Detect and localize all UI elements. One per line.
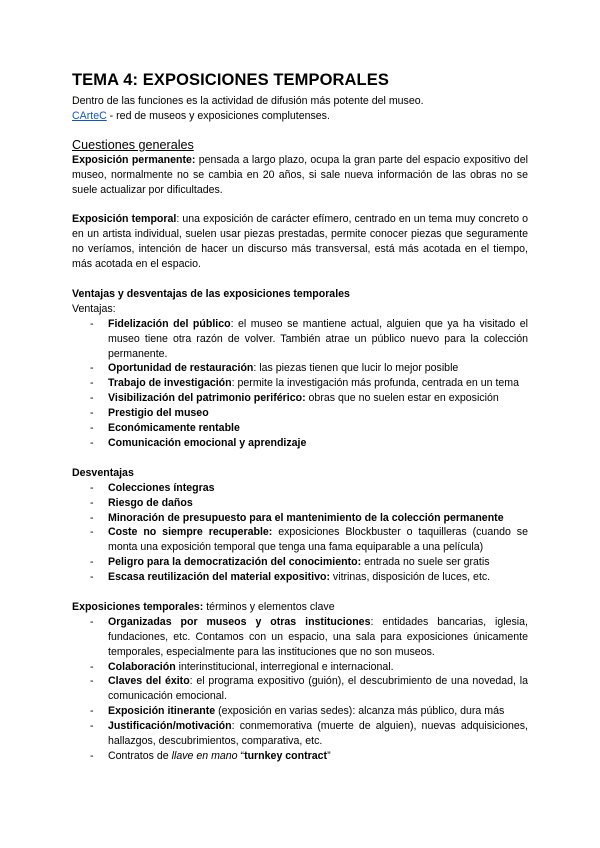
list-item-term: Visibilización del patrimonio periférico: — [108, 392, 306, 405]
document-page — [72, 70, 528, 764]
section-heading-cuestiones: Cuestiones generales — [72, 137, 194, 152]
list-item — [72, 511, 528, 526]
terminos-heading-rest: términos y elementos clave — [203, 600, 335, 613]
list-item — [72, 317, 528, 362]
list-item-term: Exposición itinerante — [108, 705, 216, 718]
list-item-term: Organizadas por museos y otras instituciones — [108, 615, 371, 628]
dash-marker: - — [90, 615, 94, 628]
list-item-term: Oportunidad de restauración — [108, 362, 254, 375]
definition-temporal: : una exposición de carácter efímero, centrado en un tema muy concreto o en un artista individual, suelen usar piezas prestadas, permite conocer piezas que seguramente no veríamos, intención de hacer un discurso más transversal, está más acotada en el tiempo, más acotada en el espacio. — [72, 213, 528, 271]
list-item-text: : conmemorativa (muerte de alguien), nuevas adquisiciones, hallazgos, descubrimientos, comparativa, etc. — [108, 720, 528, 748]
list-item — [72, 719, 528, 749]
list-item-text: (exposición en varias sedes): alcanza más público, dura más — [215, 705, 505, 718]
ventajas-list — [72, 317, 528, 451]
contratos-quote-open: “ — [237, 750, 245, 762]
list-item — [72, 525, 528, 555]
dash-marker: - — [90, 660, 94, 673]
list-item — [72, 361, 528, 376]
intro-line: Dentro de las funciones es la actividad de difusión más potente del museo. — [72, 95, 424, 107]
dash-marker: - — [90, 720, 94, 733]
list-item — [72, 406, 528, 421]
list-item-term: Minoración de presupuesto para el mantenimiento de la colección permanente — [108, 511, 504, 524]
dash-marker: - — [90, 392, 94, 405]
list-item — [72, 704, 528, 719]
list-item-term: Riesgo de daños — [108, 496, 193, 509]
list-item — [72, 496, 528, 511]
ventajas-label: Ventajas: — [72, 302, 116, 315]
dash-marker: - — [90, 481, 94, 494]
list-item — [72, 555, 528, 570]
dash-marker: - — [90, 362, 94, 375]
section-heading-ventajas-desventajas: Ventajas y desventajas de las exposiciones temporales — [72, 287, 350, 300]
carctec-link[interactable]: CArteC — [72, 109, 107, 122]
list-item — [72, 570, 528, 585]
term-temporal: Exposición temporal — [72, 213, 177, 226]
dash-marker: - — [90, 750, 94, 762]
terminos-list — [72, 615, 528, 749]
list-item-term: Coste no siempre recuperable: — [108, 526, 273, 539]
list-item-text: : las piezas tienen que lucir lo mejor posible — [253, 362, 459, 375]
dash-marker: - — [90, 526, 94, 539]
list-item-term: Claves del éxito — [108, 675, 190, 688]
list-item-term: Económicamente rentable — [108, 422, 240, 435]
terminos-heading-bold: Exposiciones temporales: — [72, 600, 204, 613]
dash-marker: - — [90, 496, 94, 509]
list-item — [72, 481, 528, 496]
dash-marker: - — [90, 556, 94, 569]
paragraph-exposicion-permanente — [72, 153, 528, 198]
list-item — [72, 436, 528, 451]
section-heading-terminos — [72, 600, 528, 615]
term-permanente: Exposición permanente: — [72, 153, 196, 166]
intro-link-line — [72, 109, 528, 124]
list-item — [72, 421, 528, 436]
list-item-text: vitrinas, disposición de luces, etc. — [329, 571, 491, 584]
dash-marker: - — [90, 571, 94, 584]
contratos-italic: llave en mano — [171, 750, 238, 762]
contratos-quote-close: ” — [327, 750, 331, 762]
list-item-text: interinstitucional, interregional e internacional. — [175, 660, 394, 673]
desventajas-label: Desventajas — [72, 466, 134, 479]
list-item-term: Fidelización del público — [108, 317, 231, 330]
list-item-term: Trabajo de investigación — [108, 377, 232, 390]
dash-marker: - — [90, 407, 94, 420]
dash-marker: - — [90, 377, 94, 390]
list-item-term: Escasa reutilización del material expositivo: — [108, 571, 330, 584]
list-item — [72, 376, 528, 391]
list-item-term: Peligro para la democratización del conocimiento: — [108, 556, 362, 569]
dash-marker: - — [90, 317, 94, 330]
desventajas-list — [72, 481, 528, 585]
list-item — [72, 660, 528, 675]
list-item-term: Colecciones íntegras — [108, 481, 215, 494]
contratos-text: Contratos de — [108, 750, 172, 762]
dash-marker: - — [90, 705, 94, 718]
dash-marker: - — [90, 437, 94, 449]
dash-marker: - — [90, 422, 94, 435]
list-item-text: : el museo se mantiene actual, alguien que ya ha visitado el museo tiene otra razón de volver. También atrae un público nuevo para la colección permanente. — [108, 317, 528, 360]
list-item — [72, 391, 528, 406]
list-item — [72, 674, 528, 704]
list-item-term: Comunicación emocional y aprendizaje — [108, 437, 307, 449]
list-item-term: Justificación/motivación — [108, 720, 232, 733]
dash-marker: - — [90, 675, 94, 688]
terminos-last-list — [72, 749, 528, 764]
list-item-text: obras que no suelen estar en exposición — [305, 392, 499, 405]
list-item-text: exposiciones Blockbuster o taquilleras (cuando se monta una exposición temporal que tenga una fama equiparable a una película) — [108, 526, 528, 554]
list-item — [72, 615, 528, 660]
list-item-text: : entidades bancarias, iglesia, fundaciones, etc. Contamos con un espacio, una sala para exposiciones únicamente temporales, especialmente para las instituciones que no son museos. — [108, 615, 528, 658]
list-item-text: : permite la investigación más profunda, centrada en un tema — [231, 377, 520, 390]
list-item-text: : el programa expositivo (guión), el descubrimiento de una novedad, la comunicación emocional. — [108, 675, 528, 703]
list-item-text: entrada no suele ser gratis — [361, 556, 490, 569]
list-item — [72, 749, 528, 764]
dash-marker: - — [90, 511, 94, 524]
intro-link-description: - red de museos y exposiciones complutenses. — [106, 109, 330, 122]
paragraph-exposicion-temporal — [72, 212, 528, 272]
list-item-term: Prestigio del museo — [108, 407, 209, 420]
contratos-bold: turnkey contract — [244, 750, 328, 762]
page-title: TEMA 4: EXPOSICIONES TEMPORALES — [72, 71, 389, 89]
list-item-term: Colaboración — [108, 660, 176, 673]
definition-permanente: pensada a largo plazo, ocupa la gran parte del espacio expositivo del museo, normalmente no se cambia en 20 años, si sale nueva información de las obras no se suele actualizar por dificultades. — [72, 153, 528, 196]
